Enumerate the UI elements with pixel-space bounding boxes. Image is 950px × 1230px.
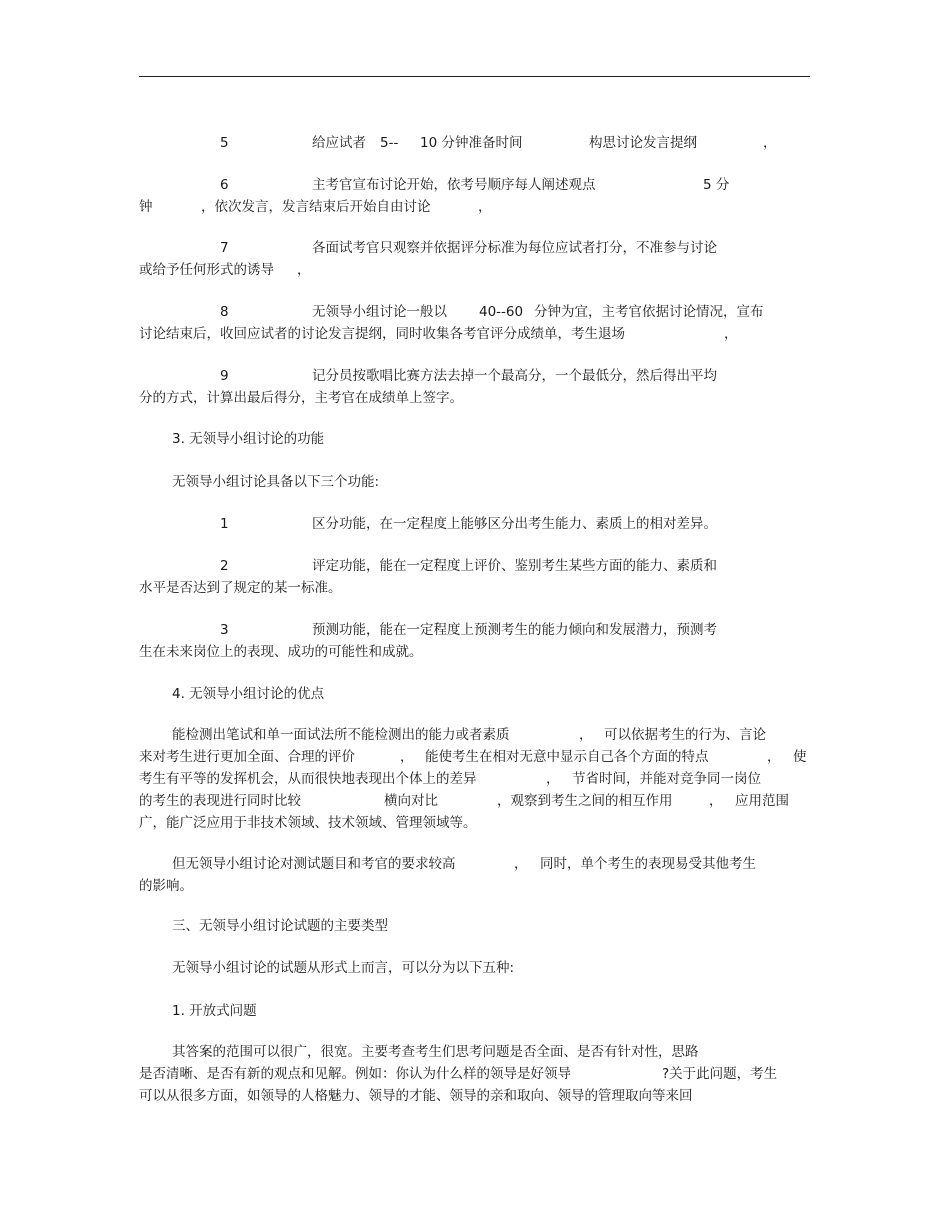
text-segment: ，	[579, 727, 593, 743]
text-segment: ，	[724, 326, 738, 342]
text-segment: 广，能广泛应用于非技术领域、技术领域、管理领域等。	[139, 815, 477, 831]
text-segment: 7	[220, 240, 229, 256]
text-segment: 水平是否达到了规定的某一标准。	[139, 580, 342, 596]
text-segment: 无领导小组讨论的试题从形式上而言，可以分为以下五种:	[172, 960, 515, 976]
text-segment: 使	[793, 749, 807, 765]
text-segment: 预测功能，能在一定程度上预测考生的能力倾向和发展潜力，预测考	[312, 622, 717, 638]
text-segment: 3. 无领导小组讨论的功能	[172, 431, 325, 447]
text-segment: 钟	[139, 199, 153, 215]
text-segment: 区分功能，在一定程度上能够区分出考生能力、素质上的相对差异。	[312, 516, 717, 532]
text-segment: 2	[220, 558, 229, 574]
text-segment: 9	[220, 368, 229, 384]
text-segment: 8	[220, 304, 229, 320]
text-segment: ，	[297, 262, 311, 278]
text-segment: ，	[763, 135, 777, 151]
text-segment: 分钟为宜，主考官依据讨论情况，宣布	[534, 304, 764, 320]
text-segment: 无领导小组讨论一般以	[312, 304, 447, 320]
text-segment: 1	[220, 516, 229, 532]
text-segment: 10 分钟准备时间	[420, 135, 523, 151]
text-segment: ，	[514, 856, 528, 872]
text-segment: 是否清晰、是否有新的观点和见解。例如：你认为什么样的领导是好领导	[139, 1066, 571, 1082]
text-segment: 记分员按歌唱比赛方法去掉一个最高分，一个最低分，然后得出平均	[312, 368, 717, 384]
text-segment: 考生有平等的发挥机会，从而很快地表现出个体上的差异	[139, 771, 477, 787]
text-segment: ，	[478, 199, 492, 215]
text-segment: 讨论结束后，收回应试者的讨论发言提纲，同时收集各考官评分成绩单，考生退场	[139, 326, 625, 342]
text-segment: 3	[220, 622, 229, 638]
text-segment: 或给予任何形式的诱导	[139, 262, 274, 278]
text-segment: 6	[220, 177, 229, 193]
text-segment: 1. 开放式问题	[172, 1003, 257, 1019]
text-segment: 但无领导小组讨论对测试题目和考官的要求较高	[172, 856, 456, 872]
text-segment: 的考生的表现进行同时比较	[139, 793, 301, 809]
text-segment: 能使考生在相对无意中显示自己各个方面的特点	[425, 749, 709, 765]
text-segment: ，	[709, 793, 723, 809]
text-segment: 给应试者	[312, 135, 366, 151]
text-segment: 5	[220, 135, 229, 151]
text-segment: ，观察到考生之间的相互作用	[497, 793, 673, 809]
text-segment: 来对考生进行更加全面、合理的评价	[139, 749, 355, 765]
text-segment: ，	[546, 771, 560, 787]
text-segment: 能检测出笔试和单一面试法所不能检测出的能力或者素质	[172, 727, 510, 743]
text-segment: 节省时间，并能对竞争同一岗位	[572, 771, 761, 787]
text-segment: 各面试考官只观察并依据评分标准为每位应试者打分，不准参与讨论	[312, 240, 717, 256]
text-segment: ，	[400, 749, 414, 765]
text-segment: 的影响。	[139, 878, 193, 894]
text-segment: 同时，单个考生的表现易受其他考生	[540, 856, 756, 872]
text-segment: 主考官宣布讨论开始，依考号顺序每人阐述观点	[312, 177, 596, 193]
text-segment: 应用范围	[735, 793, 789, 809]
text-segment: ，	[767, 749, 781, 765]
text-segment: 无领导小组讨论具备以下三个功能:	[172, 474, 380, 490]
text-segment: 可以依据考生的行为、言论	[604, 727, 766, 743]
text-segment: 可以从很多方面，如领导的人格魅力、领导的才能、领导的亲和取向、领导的管理取向等来回	[139, 1088, 693, 1104]
text-segment: 分的方式，计算出最后得分，主考官在成绩单上签字。	[139, 390, 463, 406]
header-rule	[139, 76, 810, 77]
text-segment: ?关于此问题，考生	[662, 1066, 778, 1082]
text-segment: 横向对比	[384, 793, 438, 809]
text-segment: ，依次发言，发言结束后开始自由讨论	[201, 199, 431, 215]
text-segment: 评定功能，能在一定程度上评价、鉴别考生某些方面的能力、素质和	[312, 558, 717, 574]
text-segment: 生在未来岗位上的表现、成功的可能性和成就。	[139, 644, 423, 660]
text-segment: 其答案的范围可以很广，很宽。主要考查考生们思考问题是否全面、是否有针对性，思路	[172, 1044, 699, 1060]
text-segment: 5 分	[703, 177, 730, 193]
text-segment: 三、无领导小组讨论试题的主要类型	[172, 918, 388, 934]
text-segment: 构思讨论发言提纲	[589, 135, 697, 151]
text-segment: 4. 无领导小组讨论的优点	[172, 686, 325, 702]
text-segment: 5--	[380, 135, 399, 151]
text-segment: 40--60	[479, 304, 524, 320]
